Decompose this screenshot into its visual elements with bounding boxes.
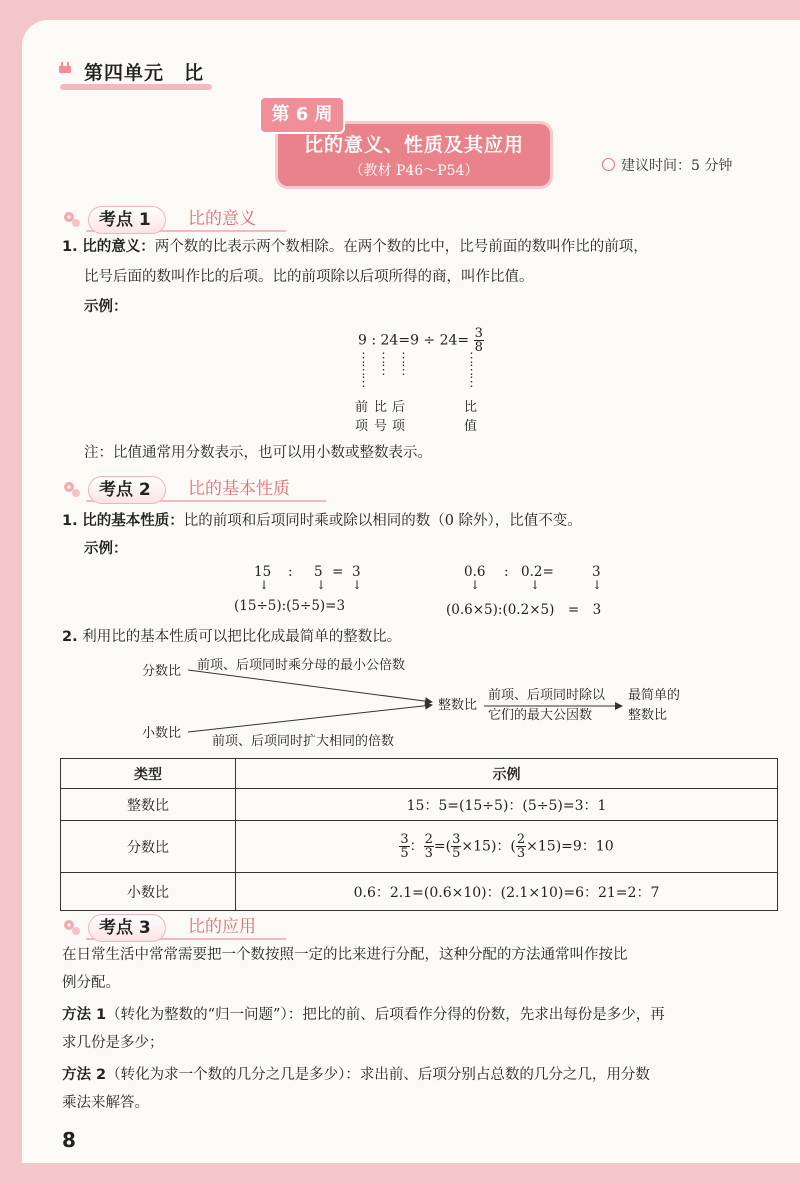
kp2-item2-text: 利用比的基本性质可以把比化成最简单的整数比。 [82,629,402,645]
down-arrow-icon: ↓ [592,578,603,592]
flow-integer-rule-2: 它们的最大公因数 [488,708,593,723]
ex1-equals: = [332,564,344,580]
kp3-method2-line2: 乘法来解答。 [62,1095,149,1111]
flow-integer-ratio: 整数比 [438,698,478,713]
kp2-label: 考点 2 [88,476,166,504]
kp3-method2 [62,1062,650,1088]
frac-den: 5 [400,846,409,861]
flower-icon [62,479,84,501]
kp1-label-ratio-1: 比 [464,400,478,415]
kp1-item1-head: 比的意义： [82,239,155,255]
kp1-label-front-1: 前 [355,400,369,415]
kp2-item2-number: 2. [62,629,78,645]
flow-result-1: 最简单的 [628,688,681,703]
frac-num: 3 [452,832,461,847]
ex1-colon: : [288,564,293,580]
table-cell-type: 整数比 [61,789,236,821]
kp1-label: 考点 1 [88,206,166,234]
kp2-example2 [446,564,616,618]
frac-num: 2 [424,832,433,847]
kp1-item1 [62,234,648,260]
down-arrow-icon: ↓ [352,578,363,592]
flower-icon [62,209,84,231]
flow-decimal-rule: 前项、后项同时扩大相同的倍数 [212,734,395,749]
kp1-equation-text: 9 : 24=9 ÷ 24= [358,332,470,349]
cake-icon [58,60,72,74]
kp2-item1-head: 比的基本性质： [82,513,184,529]
flow-fraction-ratio: 分数比 [142,664,182,679]
flow-arrows [22,650,800,750]
kp1-item1-number: 1. [62,239,78,255]
flower-icon [62,917,84,939]
kp2-example-label: 示例： [84,541,128,557]
table-header-type: 类型 [61,759,236,789]
kp3-intro-line2: 例分配。 [62,975,120,991]
kp1-fraction-denominator: 8 [474,340,483,355]
kp3-intro-line1: 在日常生活中常常需要把一个数按照一定的比来进行分配，这种分配的方法通常叫作按比 [62,947,628,963]
table-cell-example-fraction: $\frac{3}{5}$ ： $\frac{2}{3}$ =( $\frac{3}{5}$ ×15)：( $\frac{2}{3}$ ×15)=9：10 [236,821,778,873]
textbook-page [22,20,800,1163]
down-arrow-icon: ↓ [316,578,327,592]
down-arrow-icon: ↓ [530,578,541,592]
kp1-name: 比的意义 [188,209,256,229]
page-number: 8 [62,1128,76,1152]
ex2-back: 0.2= [521,564,554,580]
kp1-example-label: 示例： [84,299,128,315]
ex1-value: 3 [352,564,361,580]
table-row [61,789,778,821]
kp3-method1-line2: 求几份是多少； [62,1035,164,1051]
suggested-time-text: 建议时间：5 分钟 [621,158,733,174]
kp2-item1 [62,508,582,534]
kp1-label-colon-1: 比 [374,400,388,415]
frac-den: 3 [516,846,526,861]
kp2-heading [62,476,362,504]
ex2-bottom: (0.6×5):(0.2×5) = 3 [446,602,602,618]
table-header-example: 示例 [236,759,778,789]
kp3-heading [62,914,322,942]
flow-integer-rule-1: 前项、后项同时除以 [488,688,606,703]
flow-decimal-ratio: 小数比 [142,726,182,741]
kp1-item1-line1: 两个数的比表示两个数相除。在两个数的比中，比号前面的数叫作比的前项， [154,239,648,255]
ex2-value: 3 [592,564,601,580]
frac-2-3 [516,833,526,860]
ex2-front: 0.6 [464,564,486,580]
lesson-title: 比的意义、性质及其应用 [303,134,524,156]
ex1-back: 5 [314,564,323,580]
ratio-simplification-flow [22,650,800,750]
kp3-name: 比的应用 [188,917,256,937]
kp1-label-front-2: 项 [355,419,369,434]
kp3-method2-line1: （转化为求一个数的几分之几是多少）：求出前、后项分别占总数的几分之几，用分数 [106,1067,650,1083]
ex1-bottom: (15÷5):(5÷5)=3 [234,598,346,614]
kp3-method1 [62,1002,665,1028]
kp1-label-colon [374,398,387,436]
table-cell-example: 15：5=(15÷5)：(5÷5)=3：1 [236,789,778,821]
table-header-row [61,759,778,789]
suggested-time [602,155,732,175]
frac-den: 3 [424,846,433,861]
kp1-item1-line2: 比号后面的数叫作比的后项。比的前项除以后项所得的商，叫作比值。 [84,269,534,285]
flow-fraction-rule: 前项、后项同时乘分母的最小公倍数 [197,658,406,673]
down-arrow-icon: ↓ [470,578,481,592]
kp3-method2-head: 方法 2 [62,1067,107,1083]
down-arrow-icon: ↓ [259,578,270,592]
ex1-front: 15 [254,564,272,580]
kp1-label-back-1: 后 [392,400,406,415]
unit-title: 第四单元 比 [84,62,205,84]
kp1-label-colon-2: 号 [374,419,388,434]
kp1-label-ratio [464,398,477,436]
table-row [61,821,778,873]
kp2-item1-text: 比的前项和后项同时乘或除以相同的数（0 除外），比值不变。 [183,513,582,529]
table-cell-example: 0.6：2.1=(0.6×10)：(2.1×10)=6：21=2：7 [236,873,778,911]
frac-num: 3 [400,832,409,847]
kp1-equation-fraction [474,327,484,354]
kp2-item2 [62,624,401,650]
kp3-method1-head: 方法 1 [62,1007,107,1023]
kp1-label-back [392,398,405,436]
kp1-note: 注：比值通常用分数表示，也可以用小数或整数表示。 [84,445,432,461]
frac-3-5 [399,833,409,860]
kp1-dotted-guides: ⋮⋮⋮ ⋮⋮⋮ ⋮ [357,351,417,390]
frac-num: 2 [516,832,526,847]
kp1-fraction-numerator: 3 [474,326,483,341]
lesson-subtitle: （教材 P46～P54） [349,163,479,179]
flow-result-2: 整数比 [628,708,668,723]
kp1-label-back-2: 项 [392,419,406,434]
kp3-label: 考点 3 [88,914,166,942]
clock-icon [602,158,615,171]
frac-3-5 [451,833,461,860]
kp2-name: 比的基本性质 [188,479,290,499]
kp1-heading [62,206,322,234]
ratio-types-table [60,758,778,911]
kp2-example1 [234,564,374,618]
kp1-label-front [355,398,368,436]
frac-den: 5 [452,846,461,861]
table-cell-type: 小数比 [61,873,236,911]
table-cell-type: 分数比 [61,821,236,873]
kp1-dotted-guide-ratio: ⋮ ⋮ ⋮ [465,351,478,390]
ex2-colon: : [504,564,509,580]
kp2-item1-number: 1. [62,513,78,529]
frac-2-3 [424,833,434,860]
kp3-method1-line1: （转化为整数的“归一问题”）：把比的前、后项看作分得的份数，先求出每份是多少，再 [106,1007,665,1023]
week-tag: 第 6 周 [259,96,345,134]
kp1-equation [358,327,484,354]
table-row [61,873,778,911]
kp1-label-ratio-2: 值 [464,419,478,434]
